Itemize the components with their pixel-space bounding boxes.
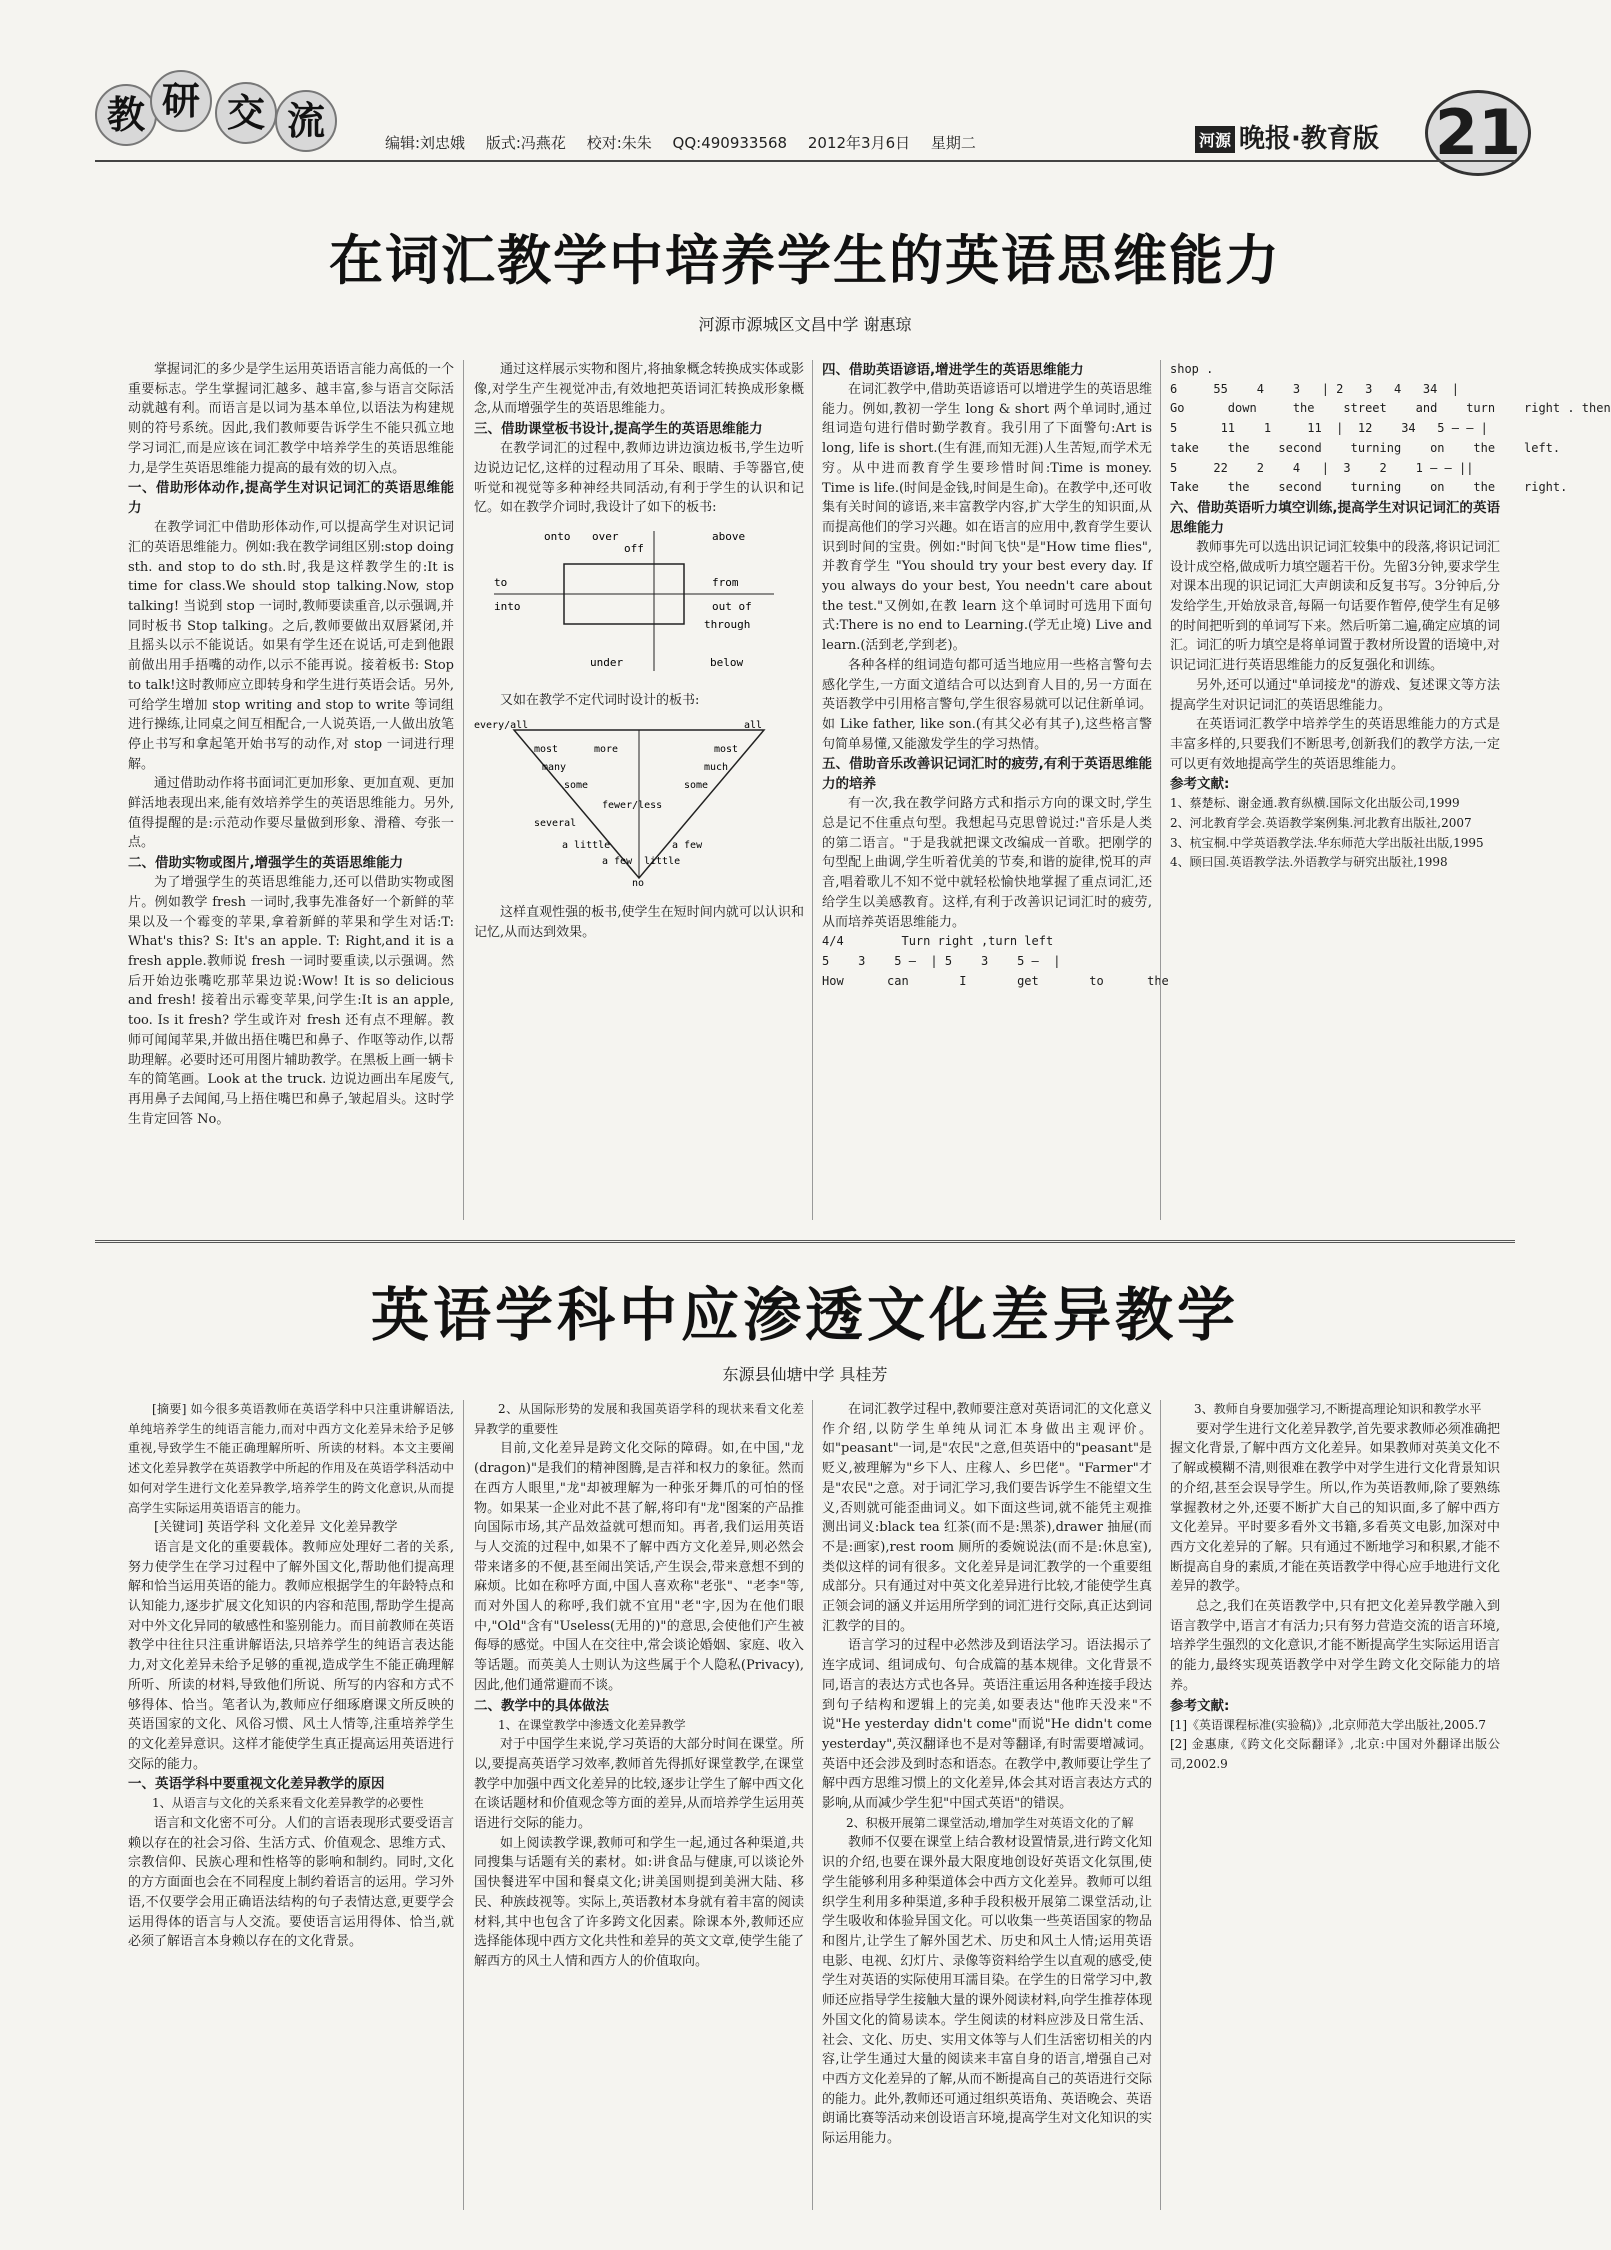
logo-char-2: 研: [150, 70, 212, 132]
article1-col2: [474, 360, 804, 1220]
paragraph: 在教学词汇中借助形体动作,可以提高学生对识记词汇的英语思维能力。例如:我在教学词组区别:stop doing sth. and stop to do sth.时,我是这样教学生的:It is time for class.We should stop talking.Now, stop talking! 当说到 stop 一词时,教师要读重音,以示强调,并同时板书 Stop talking。之后,教师要做出双唇紧闭,并且摇头以示不能说话。如果有学生还在说话,可走到他跟前做出用手捂嘴的动作,以示不能再说。接着板书: Stop to talk!这时教师应立即转身和学生进行英语会话。另外,可给学生增加 stop writing and stop to write 等词组进行操练,让同桌之间互相配合,一人说英语,一人做出放笔停止书写和拿起笔开始书写的动作,对 stop 一词进行理解。: [128, 520, 454, 772]
pron-label: little: [644, 856, 681, 868]
prep-label: onto: [544, 529, 571, 543]
pron-label: no: [632, 878, 645, 890]
paragraph: 在英语词汇教学中培养学生的英语思维能力的方式是丰富多样的,只要我们不断思考,创新我们的教学方法,一定可以更有效地提高学生的英语思维能力。: [1170, 717, 1500, 772]
prep-label: over: [592, 529, 619, 543]
song-line: 5 11 1 11 | 12 34 5 — — |: [1170, 421, 1488, 436]
pron-label: a few: [602, 856, 633, 868]
brand-logo: 河源: [1195, 126, 1235, 153]
paragraph: 语言是文化的重要载体。教师应处理好二者的关系,努力使学生在学习过程中了解外国文化,帮助他们提高理解和恰当运用英语的能力。教师应根据学生的年龄特点和认知能力,逐步扩展文化知识的内容和范围,帮助学生提高对中外文化异同的敏感性和鉴别能力。而目前教师在英语教学中往往只注重讲解语法,只培养学生的纯语言表达能力,对文化差异未给予足够的重视,造成学生不能正确理解所听、所读的材料,导致他们所说、所写的内容和方式不够得体、恰当。笔者认为,教师应仔细琢磨课文所反映的英语国家的文化、风俗习惯、风土人情等,注重培养学生的文化差异意识。这样才能使学生真正提高运用英语进行交际的能力。: [128, 1539, 454, 1772]
paragraph: 在词汇教学过程中,教师要注意对英语词汇的文化意义作介绍,以防学生单纯从词汇本身做出主观评价。如"peasant"一词,是"农民"之意,但英语中的"peasant"是贬义,被理解为"乡下人、庄稼人、乡巴佬"。"Farmer"才是"农民"之意。对于词汇学习,我们要告诉学生不能望文生义,否则就可能歪曲词义。如下面这些词,就不能凭主观推测出词义:black tea 红茶(而不是:黑茶),drawer 抽屉(而不是:画家),rest room 厕所的委婉说法(而不是:休息室),类似这样的词有很多。文化差异是词汇教学的一个重要组成部分。只有通过对中英文化差异进行比较,才能使学生真正领会词的涵义并运用所学到的词汇进行交际,真正达到词汇教学的目的。: [822, 1402, 1152, 1634]
paragraph: 有一次,我在教学问路方式和指示方向的课文时,学生总是记不住重点句型。我想起马克思曾说过:"音乐是人类的第二语言。"于是我就把课文改编成一首歌。把刚学的句型配上曲调,学生听着优美的节奏,和谐的旋律,悦耳的声音,唱着歌儿不知不觉中就轻松愉快地掌握了重点词汇,还给学生以美感教育。这样,有利于改善识记词汇时的疲劳,从而培养英语思维能力。: [822, 796, 1152, 930]
article2-title: 英语学科中应渗透文化差异教学: [370, 1281, 1239, 1349]
song-line: 4/4 Turn right ,turn left: [822, 934, 1054, 949]
reference: [2] 金惠康,《跨文化交际翻译》,北京:中国对外翻译出版公司,2002.9: [1170, 1737, 1500, 1771]
column-rule: [812, 1400, 813, 2210]
section-heading: 一、英语学科中要重视文化差异教学的原因: [128, 1776, 385, 1793]
pron-label: many: [542, 762, 567, 774]
article2-col3: [822, 1400, 1152, 2210]
paragraph: 在教学词汇的过程中,教师边讲边演边板书,学生边听边说边记忆,这样的过程动用了耳朵、眼睛、手等器官,使听觉和视觉等多种神经共同活动,有利于学生的认识和记忆。如在教学介词时,我设计了如下的板书:: [474, 441, 804, 516]
paragraph: 对于中国学生来说,学习英语的大部分时间在课堂。所以,要提高英语学习效率,教师首先得抓好课堂教学,在课堂教学中加强中西文化差异的比较,逐步让学生了解中西文化在谈话题材和价值观念等方面的差异,从而培养学生运用英语进行交际的能力。: [474, 1737, 804, 1832]
section-heading: 六、借助英语听力填空训练,提高学生对识记词汇的英语思维能力: [1170, 499, 1500, 536]
pron-label: all: [744, 720, 763, 732]
logo-char-4: 流: [275, 90, 337, 152]
section-logo: [95, 70, 365, 150]
pron-label: fewer/less: [602, 800, 663, 812]
article-divider: [95, 1240, 1515, 1243]
prep-label: into: [494, 599, 521, 613]
article1-col4: [1170, 360, 1611, 1220]
subsection-heading: 1、在课堂教学中渗透文化差异教学: [498, 1717, 686, 1732]
page-number: 21: [1425, 90, 1531, 176]
article2-col2: [474, 1400, 804, 2210]
paragraph: 另外,还可以通过"单词接龙"的游戏、复述课文等方法提高学生对识记词汇的英语思维能力。: [1170, 677, 1500, 713]
prep-label: above: [712, 529, 746, 543]
editor: 编辑:刘忠娥: [385, 134, 466, 152]
pron-label: some: [564, 780, 589, 792]
section-heading: 三、借助课堂板书设计,提高学生的英语思维能力: [474, 421, 763, 438]
weekday: 星期二: [930, 134, 976, 152]
section-heading: 二、借助实物或图片,增强学生的英语思维能力: [128, 855, 404, 872]
column-rule: [1160, 1400, 1161, 2210]
paragraph: 总之,我们在英语教学中,只有把文化差异教学融入到语言教学中,语言才有活力;只有努力营造交流的语言环境,培养学生强烈的文化意识,才能不断提高学生实际运用语言的能力,最终实现英语教学中对学生跨文化交际能力的培养。: [1170, 1599, 1500, 1693]
paragraph: 教师不仅要在课堂上结合教材设置情景,进行跨文化知识的介绍,也要在课外最大限度地创设好英语文化氛围,使学生能够利用多种渠道体会中西方文化差异。教师可以组织学生利用多种渠道,多种手段积极开展第二课堂活动,让学生吸收和体验异国文化。可以收集一些英语国家的物品和图片,让学生了解外国艺术、历史和风土人情;运用英语电影、电视、幻灯片、录像等资料给学生以直观的感受,使学生对英语的实际使用耳濡目染。在学生的日常学习中,教师还应指导学生接触大量的课外阅读材料,向学生推荐体现外国文化的简易读本。学生阅读的材料应涉及日常生活、社会、文化、历史、实用文体等与人们生活密切相关的内容,让学生通过大量的阅读来丰富自身的语言,增强自己对中西方文化差异的了解,从而不断提高自己的英语进行交际的能力。此外,教师还可通过组织英语角、英语晚会、英语朗诵比赛等活动来创设语言环境,提高学生对文化知识的实际运用能力。: [822, 1835, 1152, 2147]
paragraph: 这样直观性强的板书,使学生在短时间内就可以认识和记忆,从而达到效果。: [474, 905, 804, 940]
paragraph: 如上阅读教学课,教师可和学生一起,通过各种渠道,共同搜集与话题有关的素材。如:讲食品与健康,可以谈论外国快餐进军中国和餐桌文化;讲美国则提到美洲大陆、移民、种族歧视等。实际上,英语教材本身就有着丰富的阅读材料,其中也包含了许多跨文化因素。除课本外,教师还应选择能体现中西方文化共性和差异的英文文章,使学生能了解西方的风土人情和西方人的价值取向。: [474, 1835, 804, 1969]
prep-label: to: [494, 575, 508, 589]
section-heading: 二、教学中的具体做法: [474, 1697, 609, 1714]
reference: 4、顾曰国.英语教学法.外语教学与研究出版社,1998: [1170, 855, 1448, 870]
pron-label: several: [534, 818, 577, 830]
pronoun-diagram: [474, 718, 794, 888]
section-heading: 四、借助英语谚语,增进学生的英语思维能力: [822, 362, 1084, 378]
prep-label: off: [624, 541, 644, 555]
paragraph: 各种各样的组词造句都可适当地应用一些格言警句去感化学生,一方面文道结合可以达到育人目的,另一方面在英语教学中引用格言警句,学生很容易就可以记住新单词。如 Like father, like son.(有其父必有其子),这些格言警句简单易懂,又能激发学生的学习热情。: [822, 657, 1152, 752]
brand-name: 晚报·教育版: [1239, 124, 1379, 154]
paragraph: 教师事先可以选出识记词汇较集中的段落,将识记词汇设计成空格,做成听力填空题若干份。先留3分钟,要求学生对课本出现的识记词汇大声朗读和反复书写。3分钟后,分发给学生,开始放录音,每隔一句话要作暂停,使学生有足够的时间把听到的单词写下来。然后听第二遍,确定应填的词汇。词汇的听力填空是将单词置于教材所设置的语境中,对识记词汇进行英语思维能力的反复强化和训练。: [1170, 539, 1500, 674]
song-line: 6 55 4 3 | 2 3 4 34 |: [1170, 381, 1459, 396]
pron-label: a few: [672, 840, 703, 852]
paragraph: 通过借助动作将书面词汇更加形象、更加直观、更加鲜活地表现出来,能有效培养学生的英语思维能力。另外,值得提醒的是:示范动作要尽量做到形象、滑稽、夸张一点。: [128, 776, 454, 851]
article1-col1: [128, 360, 454, 1220]
prep-label: from: [712, 575, 739, 589]
song-line: 5 3 5 — | 5 3 5 — |: [822, 953, 1061, 968]
prep-label: under: [590, 655, 624, 669]
paragraph: 掌握词汇的多少是学生运用英语语言能力高低的一个重要标志。学生掌握词汇越多、越丰富,参与语言交际活动就越有利。而语言是以词为基本单位,以语法为构建规则的符号系统。因此,我们教师要告诉学生不能只孤立地学习词汇,而是应该在词汇教学中培养学生的英语思维能力,是学生英语思维能力提高的最有效的切入点。: [128, 362, 454, 476]
article1-title: 在词汇教学中培养学生的英语思维能力: [329, 229, 1281, 292]
article1-col3: [822, 360, 1169, 1220]
subsection-heading: 2、积极开展第二课堂活动,增加学生对英语文化的了解: [846, 1815, 1134, 1830]
subsection-heading: 3、教师自身要加强学习,不断提高理论知识和教学水平: [1194, 1402, 1482, 1416]
song-line: shop .: [1170, 362, 1214, 376]
section-heading: 一、借助形体动作,提高学生对识记词汇的英语思维能力: [128, 480, 454, 517]
pron-label: every/all: [474, 720, 529, 732]
paragraph: 为了增强学生的英语思维能力,还可以借助实物或图片。例如教学 fresh 一词时,我事先准备好一个新鲜的苹果以及一个霉变的苹果,拿着新鲜的苹果和学生对话:T: What's this? S: It's an apple. T: Right,and it is a fresh apple.教师说 fresh 一词时要重读,以示强调。然后开始边张嘴吃那苹果边说:Wow! It is so delicious and fresh! 接着出示霉变苹果,问学生:It is an apple, too. Is it fresh? 学生或许对 fresh 还有点不理解。教师可闻闻苹果,并做出捂住嘴巴和鼻子、作呕等动作,以帮助理解。必要时还可用图片辅助教学。在黑板上画一辆卡车的简笔画。Look at the truck. 边说边画出车尾废气,再用鼻子去闻闻,马上捂住嘴巴和鼻子,皱起眉头。这时学生肯定回答 No。: [128, 875, 454, 1127]
reference: 1、蔡楚标、谢金通.教育纵横.国际文化出版公司,1999: [1170, 796, 1460, 811]
article1-author: 河源市源城区文昌中学 谢惠琼: [698, 315, 912, 334]
pron-label: much: [704, 762, 729, 774]
subsection-heading: 1、从语言与文化的关系来看文化差异教学的必要性: [152, 1796, 424, 1811]
song-line: Go down the street and turn right . then: [1170, 401, 1611, 416]
references-heading: 参考文献:: [1170, 1697, 1230, 1714]
logo-char-1: 教: [95, 84, 157, 146]
qq: QQ:490933568: [672, 134, 788, 152]
column-rule: [463, 1400, 464, 2210]
keywords: [关键词] 英语学科 文化差异 文化差异教学: [154, 1520, 398, 1536]
masthead: [95, 70, 1522, 169]
preposition-diagram: [474, 526, 794, 676]
reference: [1]《英语课程标准(实验稿)》,北京师范大学出版社,2005.7: [1170, 1717, 1486, 1732]
section-heading: 五、借助音乐改善识记词汇时的疲劳,有利于英语思维能力的培养: [822, 756, 1152, 793]
pron-label: some: [684, 780, 709, 792]
paragraph: 在词汇教学中,借助英语谚语可以增进学生的英语思维能力。例如,教初一学生 long & short 两个单词时,通过组词造句进行借时勤学教育。我引用了下面警句:Art is long, life is short.(生有涯,而知无涯)人生苦短,而学术无穷。从中进而教育学生要珍惜时间:Time is money. Time is life.(时间是金钱,时间是生命)。在教学中,还可收集有关时间的谚语,来丰富教学内容,扩大学生的知识面,从而提高他们的学习兴趣。如在语言的应用中,教育学生要认识到时间的宝贵。例如:"时间飞快"是"How time flies",并教育学生 "You should try your best every day. If you always do your best, You needn't care about the test."又例如,在教 learn 这个单词时可选用下面句式:There is no end to Learning.(学无止境) Live and learn.(活到老,学到老)。: [822, 382, 1152, 654]
date: 2012年3月6日: [807, 134, 911, 152]
pron-label: more: [594, 744, 619, 756]
column-rule: [812, 360, 813, 1220]
column-rule: [463, 360, 464, 1220]
paragraph: 语言学习的过程中必然涉及到语法学习。语法揭示了连字成词、组词成句、句合成篇的基本规律。文化背景不同,语言的表达方式也各异。英语注重运用各种连接手段达到句子结构和逻辑上的完美,如要表达"他昨天没来"不说"He yesterday didn't come"而说"He didn't come yesterday",英汉翻译也不是对等翻译,有时需要增减词。英语中还会涉及到时态和语态。在教学中,教师要让学生了解中西方思维习惯上的文化差异,体会其对语言表达方式的影响,从而减少学生犯"中国式英语"的错误。: [822, 1638, 1152, 1812]
paragraph: 通过这样展示实物和图片,将抽象概念转换成实体或影像,对学生产生视觉冲击,有效地把英语词汇转换成形象概念,从而增强学生的英语思维能力。: [474, 362, 804, 417]
song-line: 5 22 2 4 | 3 2 1 — — ||: [1170, 460, 1474, 475]
song-line: take the second turning on the left.: [1170, 440, 1561, 455]
prep-label: through: [704, 617, 751, 631]
newspaper-brand: [1195, 118, 1379, 155]
header-info: [385, 132, 992, 153]
references-heading: 参考文献:: [1170, 776, 1230, 793]
pron-label: most: [714, 744, 739, 756]
subsection-heading: 2、从国际形势的发展和我国英语学科的现状来看文化差异教学的重要性: [474, 1402, 804, 1436]
designer: 版式:冯燕花: [485, 134, 566, 152]
article2-col4: [1170, 1400, 1500, 2210]
pron-label: a little: [562, 840, 611, 852]
pron-label: most: [534, 744, 559, 756]
song-line: Take the second turning on the right.: [1170, 480, 1568, 495]
article2-author: 东源县仙塘中学 具桂芳: [722, 1365, 888, 1384]
paragraph: 又如在教学不定代词时设计的板书:: [500, 692, 700, 708]
abstract: [摘要] 如今很多英语教师在英语学科中只注重讲解语法,单纯培养学生的纯语言能力,而对中西方文化差异未给予足够重视,导致学生不能正确理解所听、所读的材料。本文主要阐述文化差异教学在英语教学中所起的作用及在英语学科活动中如何对学生进行文化差异教学,培养学生的跨文化意识,从而提高学生实际运用英语语言的能力。: [128, 1402, 454, 1515]
prep-label: below: [710, 655, 744, 669]
paragraph: 语言和文化密不可分。人们的言语表现形式要受语言赖以存在的社会习俗、生活方式、价值观念、思维方式、宗教信仰、民族心理和性格等的影响和制约。同时,文化的方方面面也会在不同程度上制约着语言的运用。学习外语,不仅要学会用正确语法结构的句子表情达意,更要学会运用得体的语言与人交流。要使语言运用得体、恰当,就必须了解语言本身赖以存在的文化背景。: [128, 1816, 454, 1950]
song-line: How can I get to the: [822, 973, 1169, 988]
prep-label: out of: [712, 599, 752, 613]
column-rule: [1160, 360, 1161, 1220]
paragraph: 要对学生进行文化差异教学,首先要求教师必须准确把握文化背景,了解中西方文化差异。如果教师对英美文化不了解或模糊不清,则很难在教学中对学生进行文化背景知识的介绍,甚至会误导学生。所以,作为英语教师,除了要熟练掌握教材之外,还要不断扩大自己的知识面,多了解中西方文化差异。平时要多看外文书籍,多看英文电影,加深对中西方文化差异的了解。只有通过不断地学习和积累,才能不断提高自身的素质,才能在英语教学中得心应手地进行文化差异的教学。: [1170, 1421, 1500, 1595]
reference: 2、河北教育学会.英语教学案例集.河北教育出版社,2007: [1170, 816, 1472, 831]
logo-char-3: 交: [215, 82, 277, 144]
proofreader: 校对:朱朱: [586, 134, 652, 152]
article2-col1: [128, 1400, 454, 2210]
header-rule: [95, 160, 1515, 162]
reference: 3、杭宝桐.中学英语教学法.华东师范大学出版社出版,1995: [1170, 835, 1484, 850]
paragraph: 目前,文化差异是跨文化交际的障碍。如,在中国,"龙(dragon)"是我们的精神图腾,是吉祥和权力的象征。然而在西方人眼里,"龙"却被理解为一种张牙舞爪的可怕的怪物。如果某一企业对此不甚了解,将印有"龙"图案的产品推向国际市场,其产品效益就可想而知。再者,我们运用英语与人交流的过程中,如果不了解中西方文化差异,则必然会带来诸多的不便,甚至闹出笑话,产生误会,带来意想不到的麻烦。比如在称呼方面,中国人喜欢称"老张"、"老李"等,而对外国人的称呼,我们就不宜用"老"字,因为在他们眼中,"Old"含有"Useless(无用的)"的意思,会使他们产生被侮辱的感觉。中国人在交往中,常会谈论婚姻、家庭、收入等话题。而英美人士则认为这些属于个人隐私(Privacy),因此,他们通常避而不谈。: [474, 1441, 804, 1693]
